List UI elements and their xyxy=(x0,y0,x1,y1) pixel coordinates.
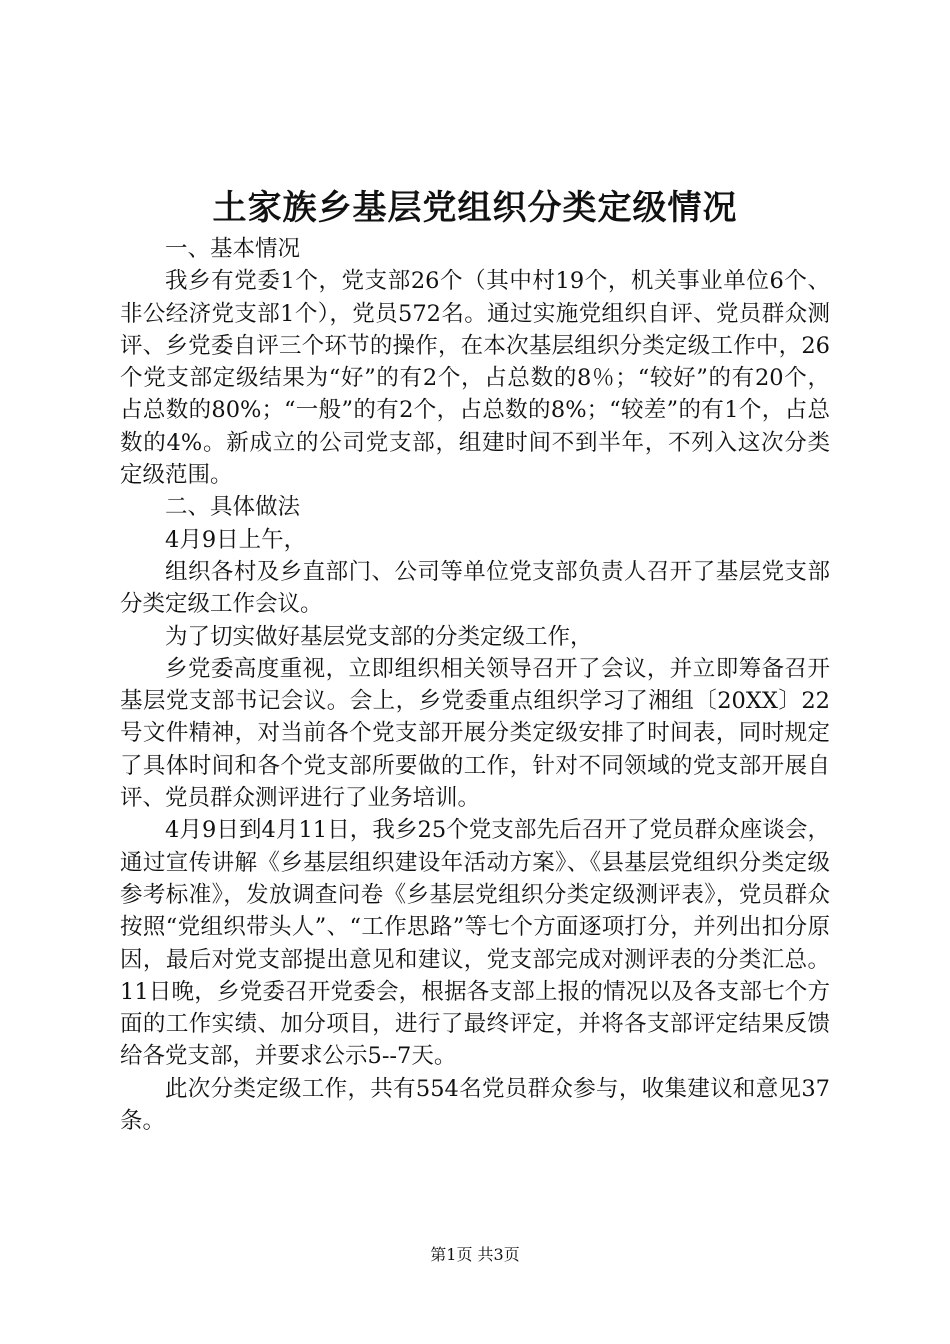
section-heading-basic: 一、基本情况 xyxy=(165,236,301,262)
page-footer: 第1页 共3页 xyxy=(430,1245,520,1264)
paragraph-summary: 此次分类定级工作，共有554名党员群众参与，收集建议和意见37条。 xyxy=(120,1075,830,1135)
paragraph-evaluation: 4月9日到4月11日，我乡25个党支部先后召开了党员群众座谈会，通过宣传讲解《乡基层组织建设年活动方案》、《县基层党组织分类定级参考标准》，发放调查问卷《乡基层党组织分类定级测评表》，党员群众按照“党组织带头人”、“工作思路”等七个方面逐项打分，并列出扣分原因，最后对党支部提出意见和建议，党支部完成对测评表的分类汇总。11日晚，乡党委召开党委会，根据各支部上报的情况以及各支部七个方面的工作实绩、加分项目，进行了最终评定，并将各支部评定结果反馈给各党支部，并要求公示5--7天。 xyxy=(120,817,830,1070)
paragraph-party-committee: 乡党委高度重视，立即组织相关领导召开了会议，并立即筹备召开基层党支部书记会议。会上，乡党委重点组织学习了湘组〔20XX〕22号文件精神，对当前各个党支部开展分类定级安排了时间表，同时规定了具体时间和各个党支部所要做的工作，针对不同领域的党支部开展自评、党员群众测评进行了业务培训。 xyxy=(120,655,830,812)
document-title: 土家族乡基层党组织分类定级情况 xyxy=(212,188,738,228)
document-body xyxy=(120,233,830,1137)
paragraph-purpose: 为了切实做好基层党支部的分类定级工作， xyxy=(165,623,593,650)
paragraph-meeting: 组织各村及乡直部门、公司等单位党支部负责人召开了基层党支部分类定级工作会议。 xyxy=(120,558,830,618)
paragraph-basic-info: 我乡有党委1个，党支部26个（其中村19个，机关事业单位6个、非公经济党支部1个），党员572名。通过实施党组织自评、党员群众测评、乡党委自评三个环节的操作，在本次基层组织分类定级工作中，26个党支部定级结果为“好”的有2个，占总数的8％；“较好”的有20个，占总数的80%；“一般”的有2个，占总数的8%；“较差”的有1个，占总数的4%。新成立的公司党支部，组建时间不到半年，不列入这次分类定级范围。 xyxy=(120,268,830,489)
section-heading-methods: 二、具体做法 xyxy=(165,494,301,521)
paragraph-date: 4月9日上午， xyxy=(165,526,307,553)
